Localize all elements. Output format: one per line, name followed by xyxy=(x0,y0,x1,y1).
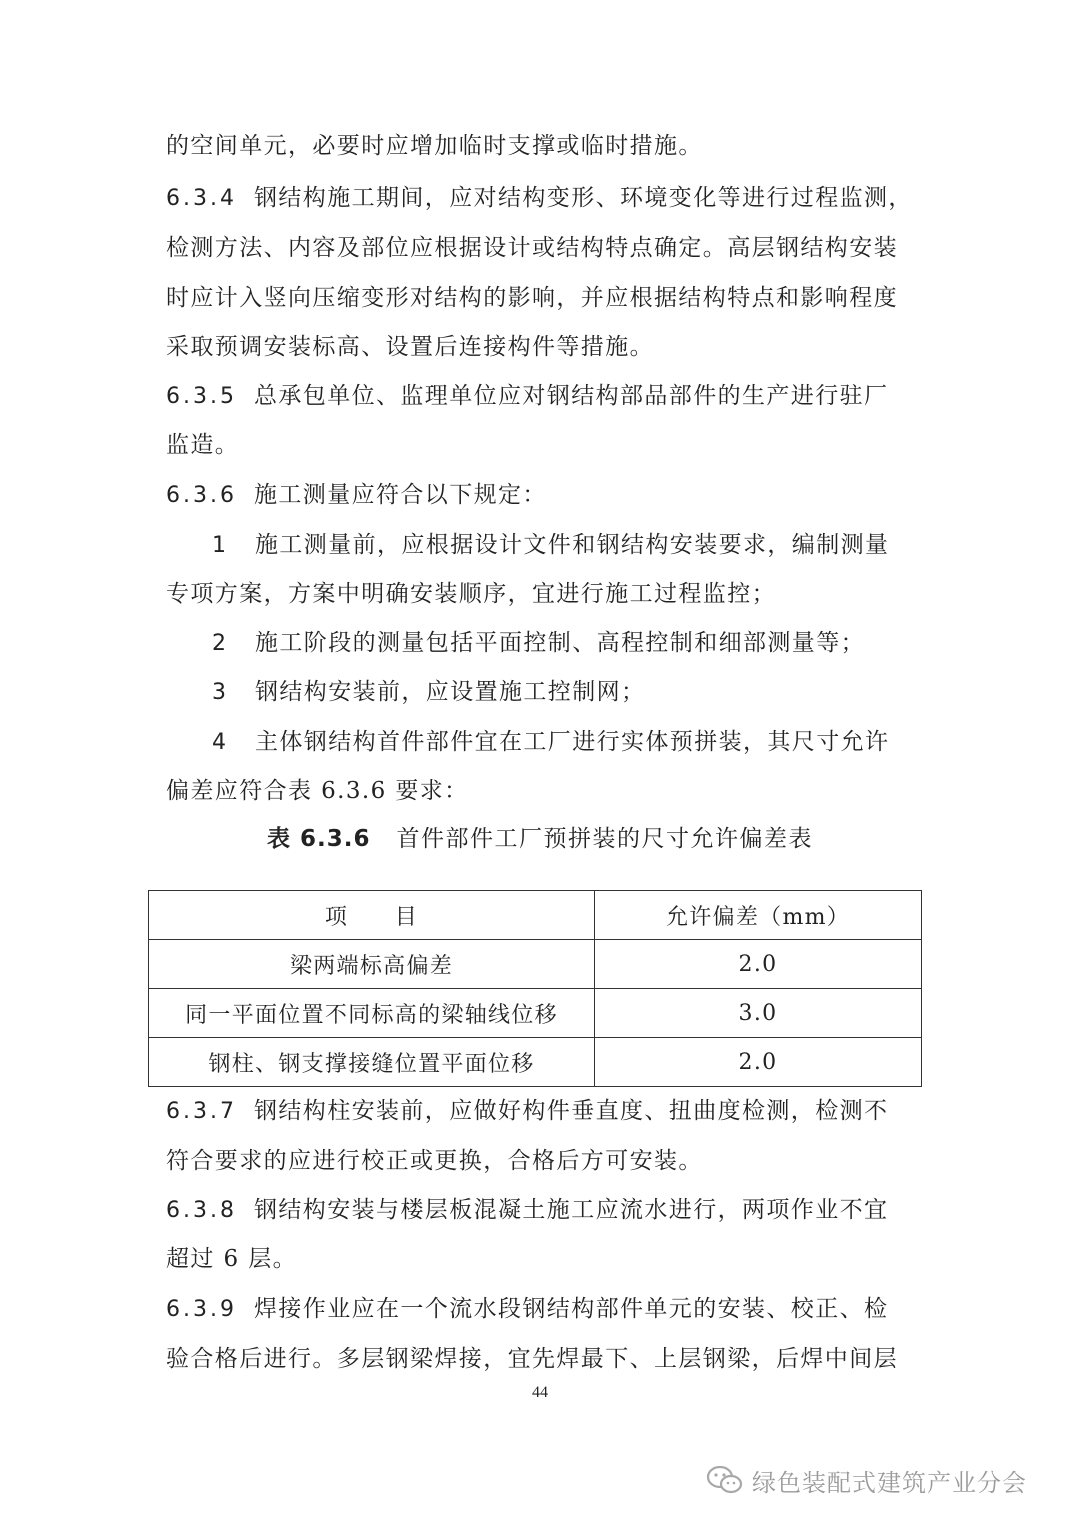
item-number: 4 xyxy=(212,730,228,755)
table-caption-label: 表 6.3.6 xyxy=(267,826,371,852)
item-number: 1 xyxy=(212,533,228,558)
clause-6-3-8: 6.3.8 钢结构安装与楼层板混凝土施工应流水进行，两项作业不宜 xyxy=(166,1195,920,1226)
text-line: 的空间单元，必要时应增加临时支撑或临时措施。 xyxy=(166,133,703,159)
text-line: 超过 6 层。 xyxy=(166,1246,298,1272)
clause-number: 6.3.9 xyxy=(166,1297,237,1322)
clause-6-3-7: 6.3.7 钢结构柱安装前，应做好构件垂直度、扭曲度检测，检测不 xyxy=(166,1096,920,1127)
clause-number: 6.3.7 xyxy=(166,1099,237,1124)
table-caption xyxy=(0,824,1080,854)
text-line: 专项方案，方案中明确安装顺序，宜进行施工过程监控； xyxy=(166,581,776,607)
item-number: 3 xyxy=(212,680,228,705)
table-row xyxy=(149,940,922,989)
clause-6-3-5: 6.3.5 总承包单位、监理单位应对钢结构部品部件的生产进行驻厂 xyxy=(166,381,920,412)
list-item-2: 2 施工阶段的测量包括平面控制、高程控制和细部测量等； xyxy=(212,628,920,659)
deviation-table xyxy=(148,890,922,1087)
cell-item: 同一平面位置不同标高的梁轴线位移 xyxy=(149,989,595,1038)
text-line: 偏差应符合表 6.3.6 要求： xyxy=(166,778,469,804)
cell-value: 2.0 xyxy=(595,1038,922,1087)
clause-number: 6.3.8 xyxy=(166,1198,237,1223)
table-row xyxy=(149,989,922,1038)
cell-item: 钢柱、钢支撑接缝位置平面位移 xyxy=(149,1038,595,1087)
cell-value: 2.0 xyxy=(595,940,922,989)
text-line: 时应计入竖向压缩变形对结构的影响，并应根据结构特点和影响程度 xyxy=(166,285,898,311)
clause-6-3-6: 6.3.6 施工测量应符合以下规定： xyxy=(166,480,920,511)
table-header-row xyxy=(149,891,922,940)
text-line: 采取预调安装标高、设置后连接构件等措施。 xyxy=(166,334,654,360)
list-item-3: 3 钢结构安装前，应设置施工控制网； xyxy=(212,677,920,708)
column-header-item: 项 目 xyxy=(149,891,595,940)
text-line: 验合格后进行。多层钢梁焊接，宜先焊最下、上层钢梁，后焊中间层 xyxy=(166,1346,898,1372)
clause-number: 6.3.4 xyxy=(166,186,237,211)
text-line: 符合要求的应进行校正或更换，合格后方可安装。 xyxy=(166,1148,703,1174)
watermark xyxy=(706,1460,1027,1500)
wechat-icon xyxy=(706,1464,744,1496)
cell-value: 3.0 xyxy=(595,989,922,1038)
list-item-1: 1 施工测量前，应根据设计文件和钢结构安装要求，编制测量 xyxy=(212,530,920,561)
table-caption-title: 首件部件工厂预拼装的尺寸允许偏差表 xyxy=(396,826,813,852)
column-header-deviation: 允许偏差（mm） xyxy=(595,891,922,940)
clause-number: 6.3.5 xyxy=(166,384,237,409)
watermark-text: 绿色装配式建筑产业分会 xyxy=(752,1468,1027,1497)
page-number: 44 xyxy=(532,1384,548,1401)
list-item-4: 4 主体钢结构首件部件宜在工厂进行实体预拼装，其尺寸允许 xyxy=(212,727,920,758)
clause-number: 6.3.6 xyxy=(166,483,237,508)
clause-6-3-9: 6.3.9 焊接作业应在一个流水段钢结构部件单元的安装、校正、检 xyxy=(166,1294,920,1325)
cell-item: 梁两端标高偏差 xyxy=(149,940,595,989)
text-line: 检测方法、内容及部位应根据设计或结构特点确定。高层钢结构安装 xyxy=(166,235,898,261)
text-line: 监造。 xyxy=(166,432,240,458)
table-row xyxy=(149,1038,922,1087)
item-number: 2 xyxy=(212,631,228,656)
clause-6-3-4: 6.3.4 钢结构施工期间，应对结构变形、环境变化等进行过程监测， xyxy=(166,183,920,214)
